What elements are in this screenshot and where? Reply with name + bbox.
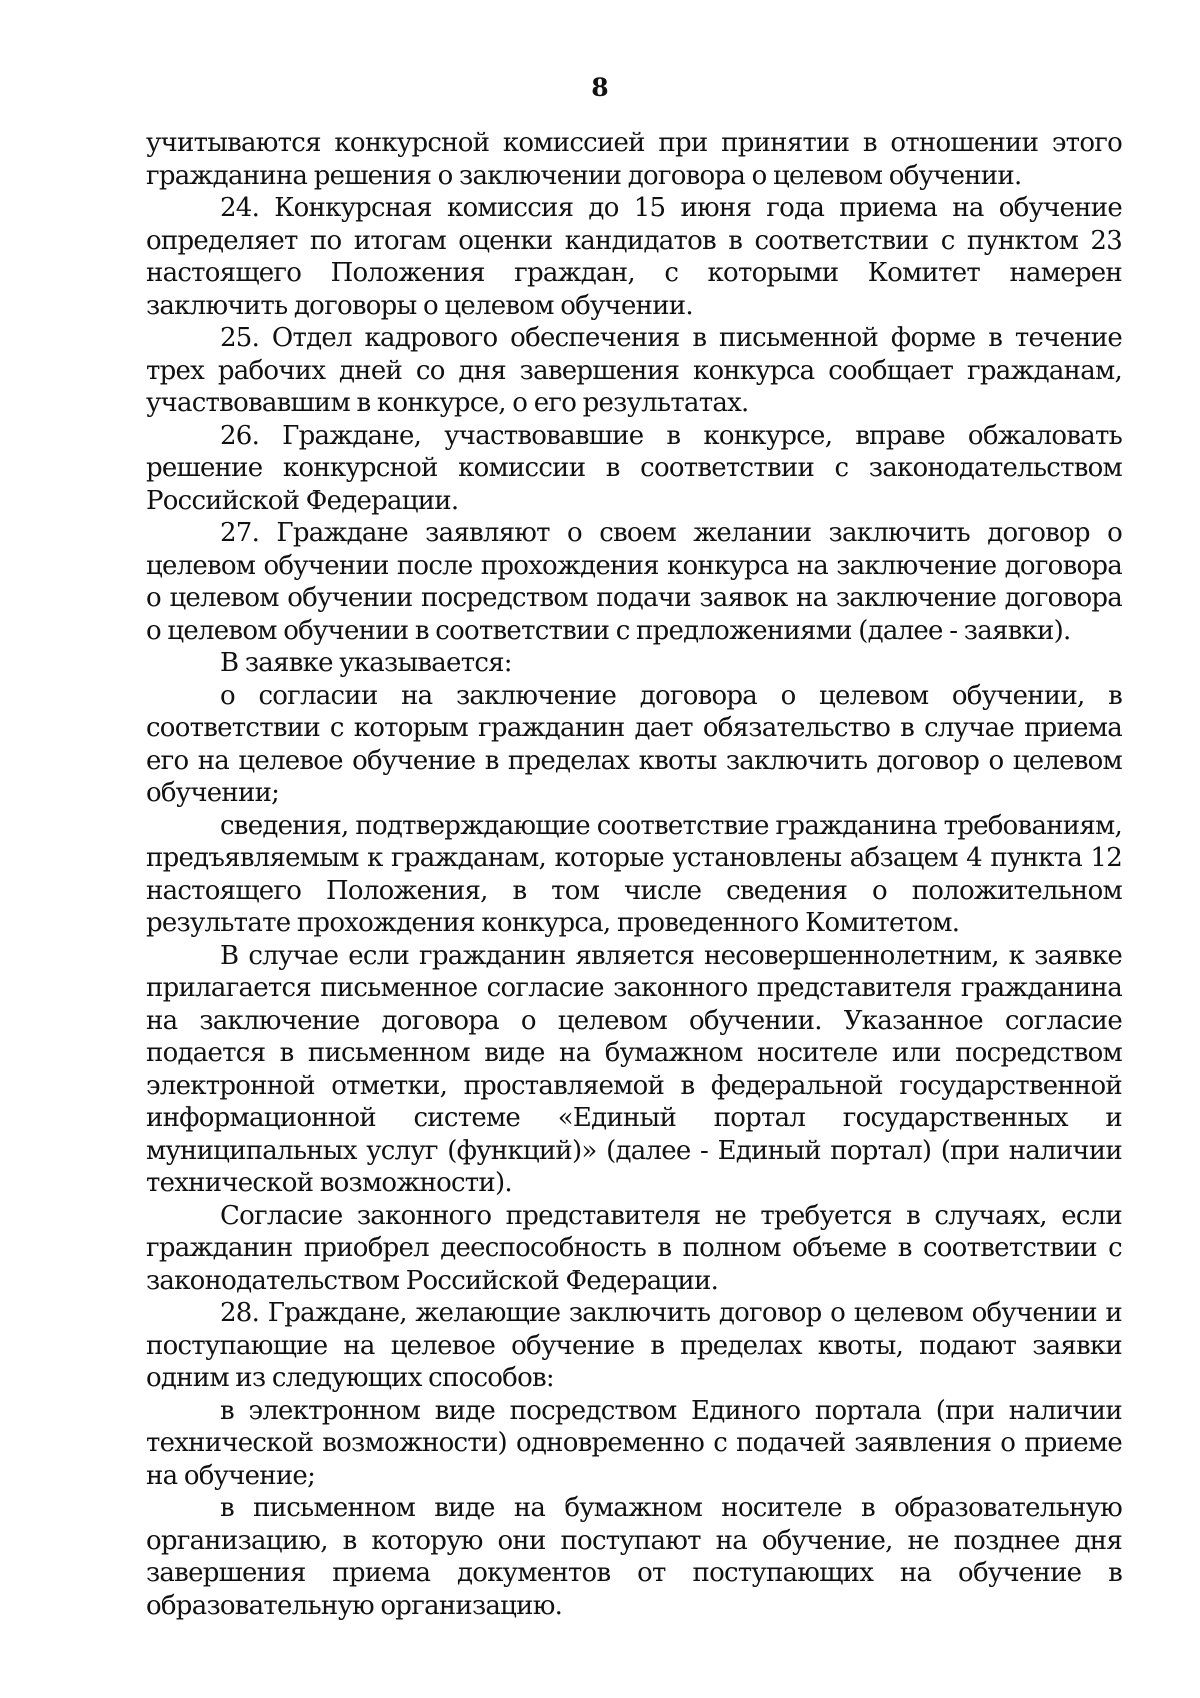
paragraph-item-25: 25. Отдел кадрового обеспечения в письменной форме в течение трех рабочих дней со дня завершения конкурса сообщает гражданам, участвовавшим в конкурсе, о его результатах. — [146, 323, 1122, 418]
paragraph-paper-method: в письменном виде на бумажном носителе в образовательную организацию, в которую они поступают на обучение, не позднее дня завершения приема документов от поступающих на обучение в образовательную организацию. — [146, 1493, 1122, 1621]
paragraph-confirmation-clause: сведения, подтверждающие соответствие гражданина требованиям, предъявляемым к гражданам, которые установлены абзацем 4 пункта 12 настоящего Положения, в том числе сведения о положительном результате прохождения конкурса, проведенного Комитетом. — [146, 810, 1122, 938]
paragraph-item-27: 27. Граждане заявляют о своем желании заключить договор о целевом обучении после прохождения конкурса на заключение договора о целевом обучении посредством подачи заявок на заключение договора о целевом обучении в соответствии с предложениями (далее - заявки). — [146, 518, 1122, 646]
paragraph-minor-consent: В случае если гражданин является несовершеннолетним, к заявке прилагается письменное согласие законного представителя гражданина на заключение договора о целевом обучении. Указанное согласие подается в письменном виде на бумажном носителе или посредством электронной отметки, проставляемой в федеральной государственной информационной системе «Единый портал государственных и муниципальных услуг (функций)» (далее - Единый портал) (при наличии технической возможности). — [146, 940, 1122, 1198]
paragraph-continuation: учитываются конкурсной комиссией при принятии в отношении этого гражданина решения о заключении договора о целевом обучении. — [146, 128, 1122, 191]
page-number: 8 — [591, 73, 609, 102]
paragraph-item-28: 28. Граждане, желающие заключить договор о целевом обучении и поступающие на целевое обучение в пределах квоты, подают заявки одним из следующих способов: — [146, 1298, 1122, 1393]
paragraph-consent-exception: Согласие законного представителя не требуется в случаях, если гражданин приобрел дееспособность в полном объеме в соответствии с законодательством Российской Федерации. — [146, 1200, 1122, 1296]
document-body — [146, 127, 1122, 1622]
paragraph-item-24: 24. Конкурсная комиссия до 15 июня года приема на обучение определяет по итогам оценки кандидатов в соответствии с пунктом 23 настоящего Положения граждан, с которыми Комитет намерен заключить договоры о целевом обучении. — [146, 193, 1122, 321]
paragraph-application-contents: В заявке указывается: — [220, 648, 512, 678]
paragraph-electronic-method: в электронном виде посредством Единого портала (при наличии технической возможности) одновременно с подачей заявления о приеме на обучение; — [146, 1395, 1122, 1491]
paragraph-consent-clause: о согласии на заключение договора о целевом обучении, в соответствии с которым гражданин дает обязательство в случае приема его на целевое обучение в пределах квоты заключить договор о целевом обучении; — [146, 680, 1122, 808]
paragraph-item-26: 26. Граждане, участвовавшие в конкурсе, вправе обжаловать решение конкурсной комиссии в соответствии с законодательством Российской Федерации. — [146, 420, 1122, 516]
